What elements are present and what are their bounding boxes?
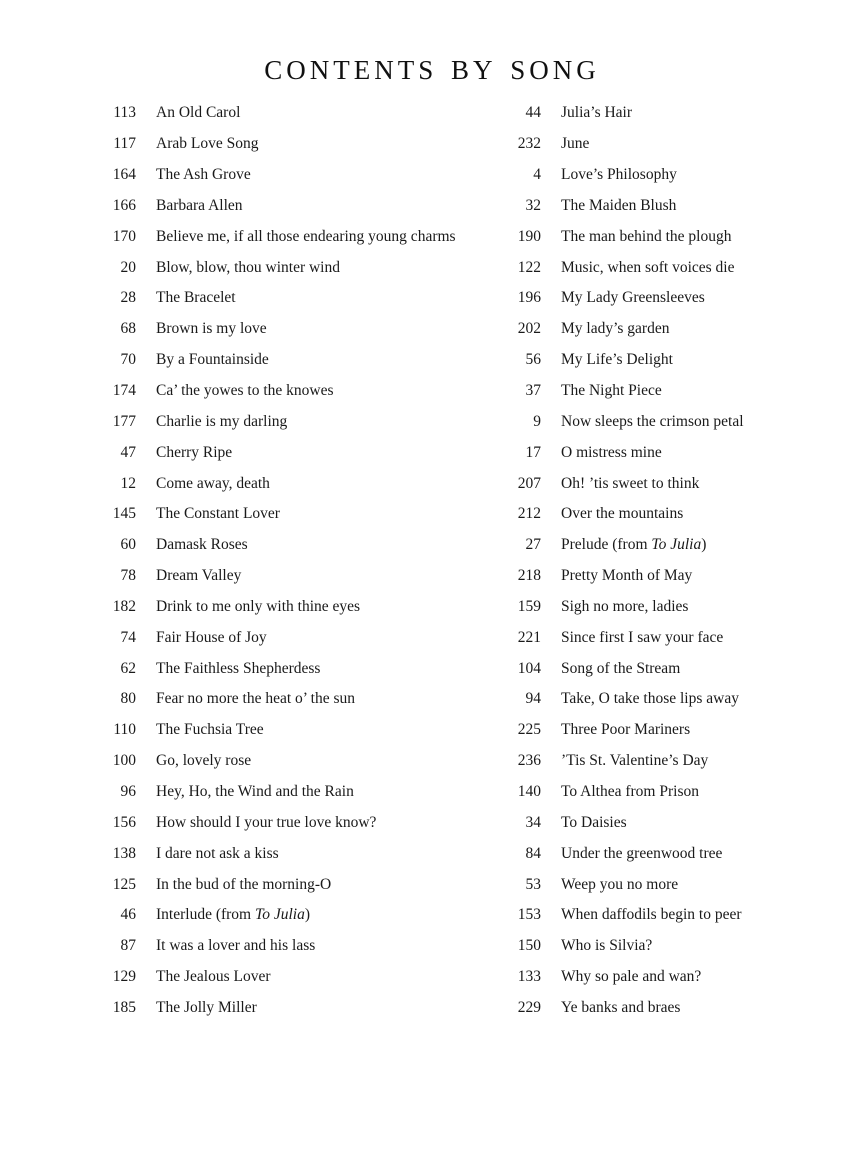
song-entry [100, 468, 480, 499]
song-title: Dream Valley [156, 567, 242, 585]
page-number: 37 [525, 382, 541, 400]
song-entry [100, 622, 480, 653]
page-number: 164 [112, 166, 136, 184]
song-entry [100, 191, 480, 222]
page-number: 129 [112, 968, 136, 986]
song-title: Julia’s Hair [561, 104, 633, 122]
page-number: 196 [517, 289, 541, 307]
song-title: Charlie is my darling [156, 412, 288, 430]
song-entry [100, 221, 480, 252]
song-entry [505, 838, 805, 869]
page-number: 56 [525, 351, 541, 369]
song-entry [100, 838, 480, 869]
song-title: The Faithless Shepherdess [156, 659, 321, 677]
song-title: Fair House of Joy [156, 628, 267, 646]
page-title: contents by song [264, 45, 600, 88]
song-entry [505, 252, 805, 283]
song-title: The Night Piece [561, 382, 662, 400]
page-number: 138 [112, 844, 136, 862]
song-entry [100, 98, 480, 129]
song-title: Cherry Ripe [156, 443, 233, 461]
page-number: 218 [517, 567, 541, 585]
song-entry [505, 684, 805, 715]
page-number: 34 [525, 813, 541, 831]
song-entry [505, 931, 805, 962]
page-number: 232 [517, 135, 541, 153]
song-title: An Old Carol [156, 104, 241, 122]
song-title: My Life’s Delight [561, 351, 673, 369]
song-entry [505, 468, 805, 499]
song-entry [505, 221, 805, 252]
page-number: 225 [517, 721, 541, 739]
song-entry [505, 129, 805, 160]
song-entry [100, 499, 480, 530]
song-title: O mistress mine [561, 443, 662, 461]
page-number: 68 [120, 320, 136, 338]
song-entry [100, 376, 480, 407]
page-number: 74 [120, 628, 136, 646]
song-title: Come away, death [156, 474, 270, 492]
page-number: 80 [120, 690, 136, 708]
song-title: The Bracelet [156, 289, 236, 307]
song-title: The man behind the plough [561, 227, 732, 245]
song-title: Pretty Month of May [561, 567, 693, 585]
page-number: 212 [517, 505, 541, 523]
song-entry [505, 283, 805, 314]
song-entry [505, 715, 805, 746]
song-title: Take, O take those lips away [561, 690, 739, 708]
page-number: 150 [517, 937, 541, 955]
page-number: 190 [517, 227, 541, 245]
song-entry [505, 530, 805, 561]
song-title: Go, lovely rose [156, 752, 252, 770]
song-title: Song of the Stream [561, 659, 681, 677]
page-number: 236 [517, 752, 541, 770]
song-entry [100, 869, 480, 900]
song-entry [100, 561, 480, 592]
page-number: 70 [120, 351, 136, 369]
song-entry [505, 437, 805, 468]
song-entry [100, 437, 480, 468]
song-title: The Ash Grove [156, 166, 251, 184]
song-entry [100, 684, 480, 715]
song-entry [100, 777, 480, 808]
page-number: 9 [533, 412, 541, 430]
page-number: 62 [120, 659, 136, 677]
song-entry [100, 807, 480, 838]
song-entry [505, 191, 805, 222]
song-title: How should I your true love know? [156, 813, 377, 831]
page-number: 185 [112, 998, 136, 1016]
song-entry [505, 345, 805, 376]
song-title: Music, when soft voices die [561, 258, 735, 276]
page-number: 177 [112, 412, 136, 430]
page-number: 27 [525, 536, 541, 554]
page-number: 133 [517, 968, 541, 986]
song-title: The Constant Lover [156, 505, 280, 523]
page-number: 60 [120, 536, 136, 554]
song-title: I dare not ask a kiss [156, 844, 279, 862]
page-number: 170 [112, 227, 136, 245]
song-title: Love’s Philosophy [561, 166, 677, 184]
song-entry [505, 160, 805, 191]
song-entry [100, 129, 480, 160]
page-number: 104 [517, 659, 541, 677]
page-number: 140 [517, 782, 541, 800]
song-title: Why so pale and wan? [561, 968, 702, 986]
song-title: When daffodils begin to peer [561, 906, 742, 924]
page-number: 182 [112, 597, 136, 615]
song-entry [100, 715, 480, 746]
song-title: By a Fountainside [156, 351, 269, 369]
song-entry [505, 746, 805, 777]
page-number: 4 [533, 166, 541, 184]
song-entry [505, 622, 805, 653]
song-title: Blow, blow, thou winter wind [156, 258, 340, 276]
page-number: 78 [120, 567, 136, 585]
song-title: It was a lover and his lass [156, 937, 316, 955]
song-title: Who is Silvia? [561, 937, 653, 955]
song-title: To Althea from Prison [561, 782, 699, 800]
page-number: 84 [525, 844, 541, 862]
song-entry [100, 314, 480, 345]
song-entry [100, 992, 480, 1023]
song-title: My lady’s garden [561, 320, 670, 338]
page-number: 117 [113, 135, 136, 153]
page-number: 125 [112, 875, 136, 893]
song-title: Arab Love Song [156, 135, 259, 153]
song-title: Since first I saw your face [561, 628, 724, 646]
song-entry [100, 900, 480, 931]
song-entry [100, 160, 480, 191]
song-title: The Jealous Lover [156, 968, 271, 986]
song-title: Brown is my love [156, 320, 267, 338]
song-title: My Lady Greensleeves [561, 289, 705, 307]
song-entry [505, 499, 805, 530]
song-entry [100, 252, 480, 283]
page-number: 174 [112, 382, 136, 400]
song-entry [100, 931, 480, 962]
song-title: In the bud of the morning-O [156, 875, 332, 893]
song-title: Believe me, if all those endearing young charms [156, 227, 456, 245]
song-entry [505, 406, 805, 437]
song-title: Damask Roses [156, 536, 248, 554]
page-number: 28 [120, 289, 136, 307]
song-entry [505, 653, 805, 684]
page-number: 221 [517, 628, 541, 646]
page-number: 47 [120, 443, 136, 461]
song-title: Drink to me only with thine eyes [156, 597, 361, 615]
page-number: 122 [517, 258, 541, 276]
song-title: Weep you no more [561, 875, 679, 893]
page-number: 87 [120, 937, 136, 955]
song-entry [505, 592, 805, 623]
song-title-italic: To Julia [255, 906, 305, 924]
song-title: The Maiden Blush [561, 196, 677, 214]
song-entry [505, 807, 805, 838]
page-number: 12 [120, 474, 136, 492]
song-entry [505, 869, 805, 900]
song-entry [100, 592, 480, 623]
song-title-italic: To Julia [651, 536, 702, 554]
song-entry [505, 98, 805, 129]
song-entry [505, 900, 805, 931]
page-number: 153 [517, 906, 541, 924]
song-entry [505, 314, 805, 345]
page-number: 96 [120, 782, 136, 800]
song-title: June [561, 135, 590, 153]
song-title: Ca’ the yowes to the knowes [156, 382, 334, 400]
song-entry [505, 376, 805, 407]
song-title: Under the greenwood tree [561, 844, 723, 862]
song-title: To Daisies [561, 813, 627, 831]
page-number: 100 [112, 752, 136, 770]
song-title: Now sleeps the crimson petal [561, 412, 744, 430]
song-title: Interlude (from To Julia) [156, 906, 310, 924]
song-title: Sigh no more, ladies [561, 597, 689, 615]
song-title: Hey, Ho, the Wind and the Rain [156, 782, 354, 800]
song-entry [505, 962, 805, 993]
page-number: 156 [112, 813, 136, 831]
song-entry [100, 530, 480, 561]
song-entry [505, 561, 805, 592]
song-title: Ye banks and braes [561, 998, 681, 1016]
song-title: The Jolly Miller [156, 998, 257, 1016]
page-number: 46 [120, 906, 136, 924]
song-entry [100, 653, 480, 684]
song-title: Fear no more the heat o’ the sun [156, 690, 355, 708]
page-number: 113 [113, 104, 136, 122]
song-entry [505, 992, 805, 1023]
song-title: The Fuchsia Tree [156, 721, 264, 739]
page-number: 202 [517, 320, 541, 338]
page-number: 94 [525, 690, 541, 708]
page-number: 110 [113, 721, 136, 739]
song-entry [100, 406, 480, 437]
song-title: ’Tis St. Valentine’s Day [561, 752, 709, 770]
song-entry [100, 283, 480, 314]
page-number: 159 [517, 597, 541, 615]
page-number: 32 [525, 196, 541, 214]
page-number: 17 [525, 443, 541, 461]
song-entry [100, 746, 480, 777]
page-number: 166 [112, 196, 136, 214]
page-number: 44 [525, 104, 541, 122]
song-title: Prelude (from To Julia) [561, 536, 707, 554]
song-title: Three Poor Mariners [561, 721, 691, 739]
song-entry [100, 962, 480, 993]
page-number: 207 [517, 474, 541, 492]
song-title: Over the mountains [561, 505, 684, 523]
page-number: 20 [120, 258, 136, 276]
right-column [505, 98, 805, 1023]
page-number: 53 [525, 875, 541, 893]
song-title: Barbara Allen [156, 196, 243, 214]
page-number: 229 [517, 998, 541, 1016]
song-title: Oh! ’tis sweet to think [561, 474, 700, 492]
page-number: 145 [112, 505, 136, 523]
song-entry [505, 777, 805, 808]
left-column [100, 98, 480, 1023]
song-entry [100, 345, 480, 376]
